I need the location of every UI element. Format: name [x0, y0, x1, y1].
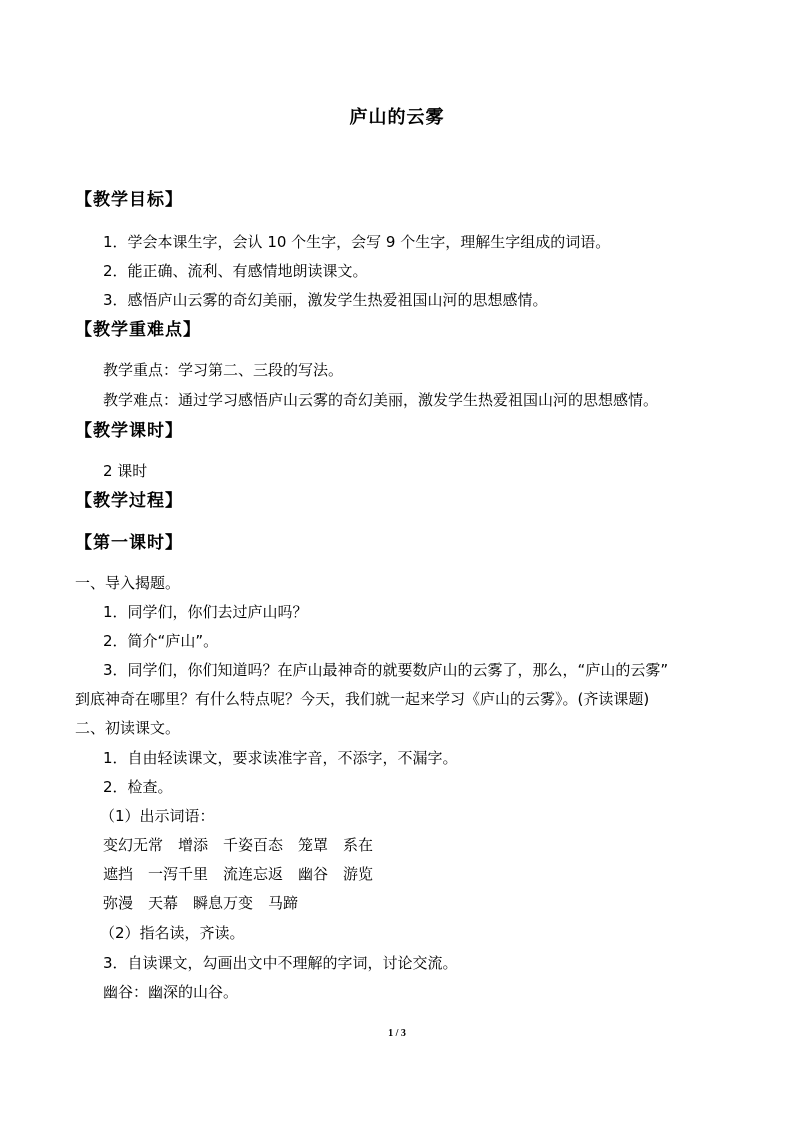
part1-item-continued: 到底神奇在哪里？有什么特点呢？今天，我们就一起来学习《庐山的云雾》。(齐读课题) [75, 690, 650, 708]
key-point-item: 教学重点：学习第二、三段的写法。 [103, 361, 344, 379]
objective-item: 2．能正确、流利、有感情地朗读课文。 [103, 262, 368, 280]
part2-item: 幽谷：幽深的山谷。 [103, 983, 239, 1001]
part2-item: 3．自读课文，勾画出文中不理解的字词，讨论交流。 [103, 954, 458, 972]
process-heading: 【教学过程】 [75, 491, 183, 511]
key-point-item: 教学难点：通过学习感悟庐山云雾的奇幻美丽，激发学生热爱祖国山河的思想感情。 [103, 391, 659, 409]
part2-item: （1）出示词语： [100, 807, 215, 825]
document-title: 庐山的云雾 [349, 107, 445, 128]
part2-title: 二、初读课文。 [75, 719, 181, 737]
part1-item: 1．同学们，你们去过庐山吗？ [103, 603, 308, 621]
vocabulary-row: 遮挡 一泻千里 流连忘返 幽谷 游览 [103, 865, 374, 883]
part1-item: 3．同学们，你们知道吗？在庐山最神奇的就要数庐山的云雾了，那么，“庐山的云雾” [103, 661, 669, 679]
vocabulary-row: 变幻无常 增添 千姿百态 笼罩 系在 [103, 836, 374, 854]
part2-item: （2）指名读，齐读。 [100, 924, 245, 942]
vocabulary-row: 弥漫 天幕 瞬息万变 马蹄 [103, 894, 299, 912]
objectives-heading: 【教学目标】 [75, 190, 183, 210]
part1-title: 一、导入揭题。 [75, 574, 181, 592]
objective-item: 3．感悟庐山云雾的奇幻美丽，激发学生热爱祖国山河的思想感情。 [103, 291, 548, 309]
lesson1-heading: 【第一课时】 [75, 533, 183, 553]
objective-item: 1．学会本课生字，会认 10 个生字，会写 9 个生字，理解生字组成的词语。 [103, 233, 611, 251]
part1-item: 2．简介“庐山”。 [103, 632, 219, 650]
part2-item: 2．检查。 [103, 778, 173, 796]
page-indicator: 1 / 3 [388, 1028, 406, 1039]
hours-value: 2 课时 [103, 462, 148, 480]
key-points-heading: 【教学重难点】 [75, 320, 201, 340]
hours-heading: 【教学课时】 [75, 421, 183, 441]
part2-item: 1．自由轻读课文，要求读准字音，不添字，不漏字。 [103, 749, 458, 767]
